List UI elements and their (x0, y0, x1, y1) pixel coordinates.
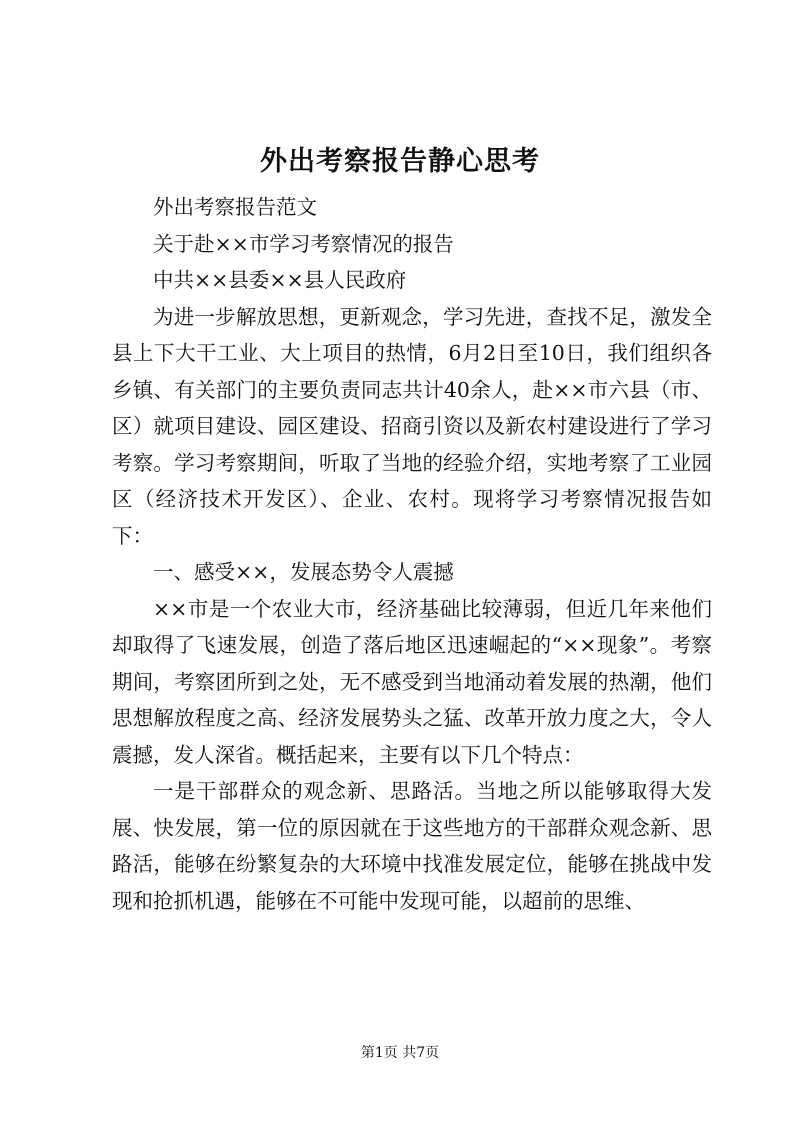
page-number: 第1页 共7页 (360, 1045, 440, 1061)
document-title: 外出考察报告静心思考 (260, 146, 540, 177)
paragraph-subtitle: 外出考察报告范文 (153, 195, 317, 219)
paragraph-report-title: 关于赴××市学习考察情况的报告 (153, 231, 454, 256)
paragraph-point-one: 一是干部群众的观念新、思路活。当地之所以能够取得大发展、快发展，第一位的原因就在于这些地方的干部群众观念新、思路活，能够在纷繁复杂的大环境中找准发展定位，能够在挑战中发现和抢抓机遇，能够在不可能中发现可能，以超前的思维、 (112, 779, 712, 913)
section-heading-1: 一、感受××，发展态势令人震撼 (153, 560, 454, 584)
paragraph-intro: 为进一步解放思想，更新观念，学习先进，查找不足，激发全县上下大干工业、大上项目的热情，6月2日至10日，我们组织各乡镇、有关部门的主要负责同志共计40余人，赴××市六县（市、区）就项目建设、园区建设、招商引资以及新农村建设进行了学习考察。学习考察期间，听取了当地的经验介绍，实地考察了工业园区（经济技术开发区）、企业、农村。现将学习考察情况报告如下： (112, 304, 712, 548)
paragraph-city-overview: ××市是一个农业大市，经济基础比较薄弱，但近几年来他们却取得了飞速发展，创造了落后地区迅速崛起的“××现象”。考察期间，考察团所到之处，无不感受到当地涌动着发展的热潮，他们思想解放程度之高、经济发展势头之猛、改革开放力度之大，令人震撼，发人深省。概括起来，主要有以下几个特点： (112, 596, 712, 767)
paragraph-issuer: 中共××县委××县人民政府 (153, 268, 407, 292)
document-body (112, 189, 712, 919)
